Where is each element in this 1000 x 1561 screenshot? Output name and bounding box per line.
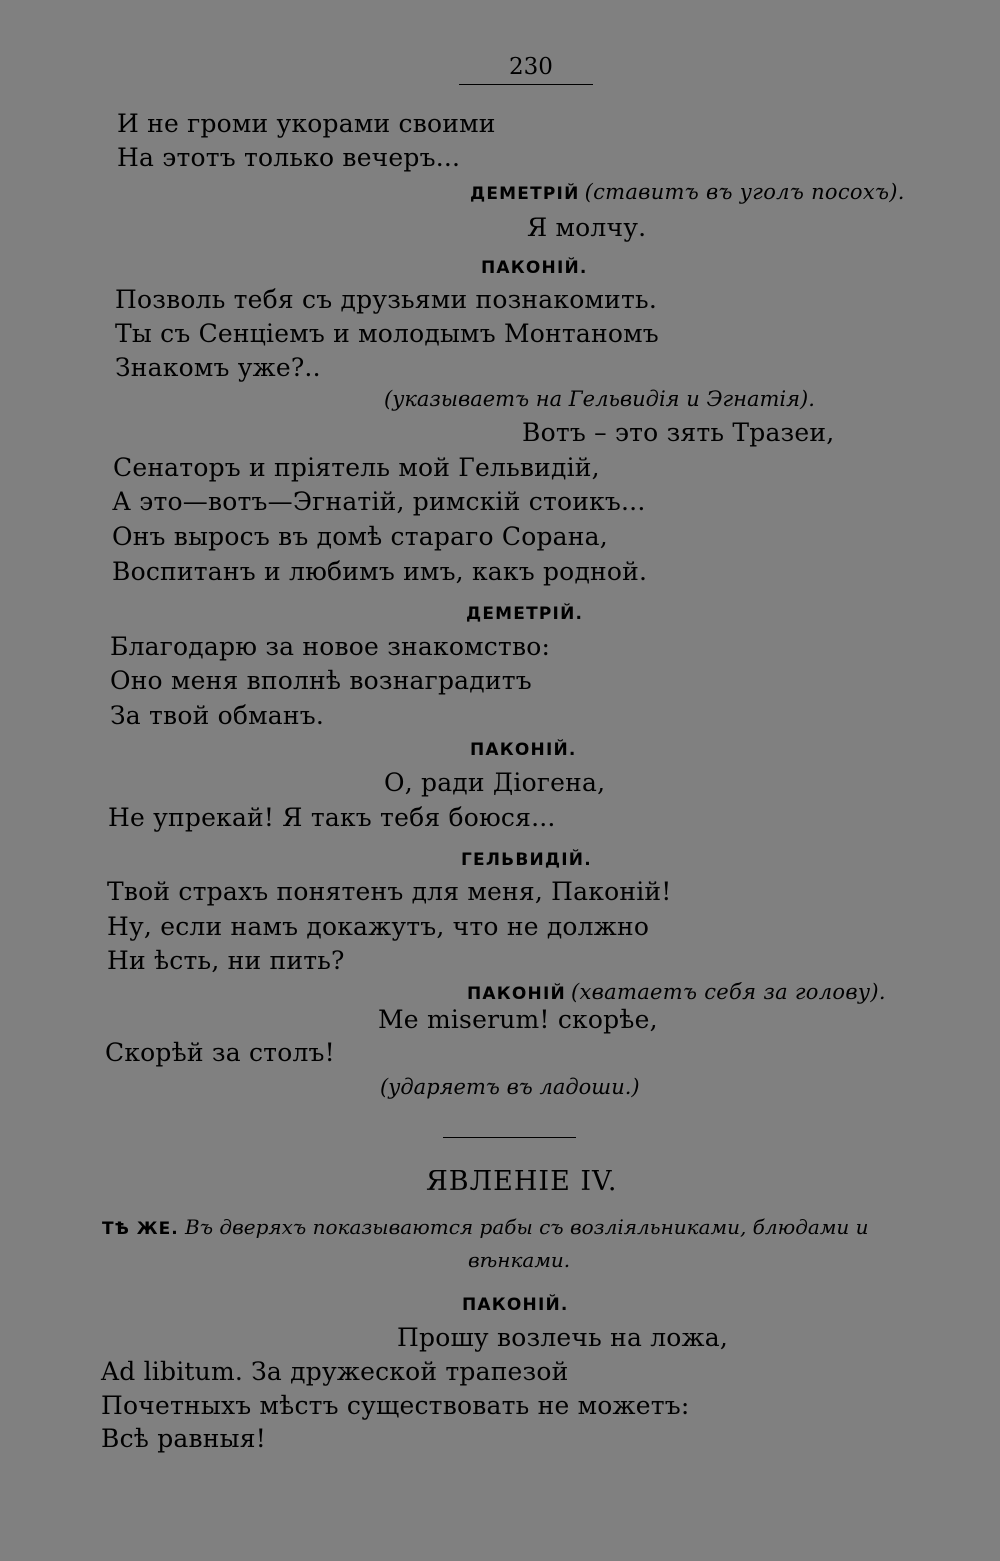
scene-description-line: вѣнками. [468,1248,571,1272]
scene-title: ЯВЛЕНІЕ IV. [426,1166,618,1197]
verse-line: Скорѣй за столъ! [105,1038,335,1067]
stage-direction: (хватаетъ себя за голову). [571,980,886,1004]
verse-line: Почетныхъ мѣстъ существовать не можетъ: [101,1391,690,1420]
page-number-rule [459,84,593,85]
verse-line: Знакомъ уже?.. [115,353,321,382]
page-number: 230 [509,54,553,80]
verse-line: Твой страхъ понятенъ для меня, Паконій! [107,877,672,906]
verse-line: На этотъ только вечеръ... [117,143,461,172]
verse-line: О, ради Діогена, [384,768,606,797]
scene-description [102,1214,869,1242]
speaker-name: ПАКОНІЙ [467,984,566,1004]
verse-line: Ну, если намъ докажутъ, что не должно [107,912,650,941]
verse-line: Всѣ равныя! [101,1424,266,1453]
verse-line: Не упрекай! Я такъ тебя боюся... [108,803,556,832]
speaker-line [467,980,886,1005]
speaker-name: ПАКОНІЙ. [481,258,588,278]
scene-divider [443,1137,576,1138]
verse-line: Вотъ – это зять Тразеи, [522,418,835,447]
verse-line: Ты съ Сенціемъ и молодымъ Монтаномъ [115,319,659,348]
verse-line: И не громи укорами своими [117,109,496,138]
verse-line: Позволь тебя съ друзьями познакомить. [115,285,657,314]
verse-line: Прошу возлечь на ложа, [397,1323,728,1352]
speaker-name: ДЕМЕТРІЙ. [466,604,584,624]
verse-line: А это—вотъ—Эгнатій, римскій стоикъ... [112,487,646,516]
verse-line: Оно меня вполнѣ вознаградитъ [110,666,532,695]
stage-direction: (ударяетъ въ ладоши.) [380,1075,640,1099]
verse-line: За твой обманъ. [110,701,324,730]
verse-line: Сенаторъ и пріятель мой Гельвидій, [113,453,600,482]
verse-line: Me miserum! скорѣе, [378,1005,658,1034]
verse-line: Благодарю за новое знакомство: [110,632,551,661]
stage-direction: (указываетъ на Гельвидія и Эгнатія). [384,387,815,411]
speaker-line [470,180,905,205]
stage-direction: (ставитъ въ уголъ посохъ). [584,180,905,204]
scene-characters: ТѢ ЖЕ. [102,1219,179,1239]
verse-line: Ad libitum. За дружеской трапезой [101,1357,569,1386]
speaker-name: ГЕЛЬВИДІЙ. [461,850,592,870]
speaker-name: ДЕМЕТРІЙ [470,184,580,204]
verse-line: Онъ выросъ въ домѣ стараго Сорана, [112,522,608,551]
verse-line: Воспитанъ и любимъ имъ, какъ родной. [112,557,648,586]
scene-description-line: Въ дверяхъ показываются рабы съ возліяльниками, блюдами и [185,1215,869,1239]
speaker-name: ПАКОНІЙ. [462,1295,569,1315]
verse-line: Я молчу. [527,213,647,242]
verse-line: Ни ѣсть, ни пить? [107,946,345,975]
speaker-name: ПАКОНІЙ. [470,740,577,760]
